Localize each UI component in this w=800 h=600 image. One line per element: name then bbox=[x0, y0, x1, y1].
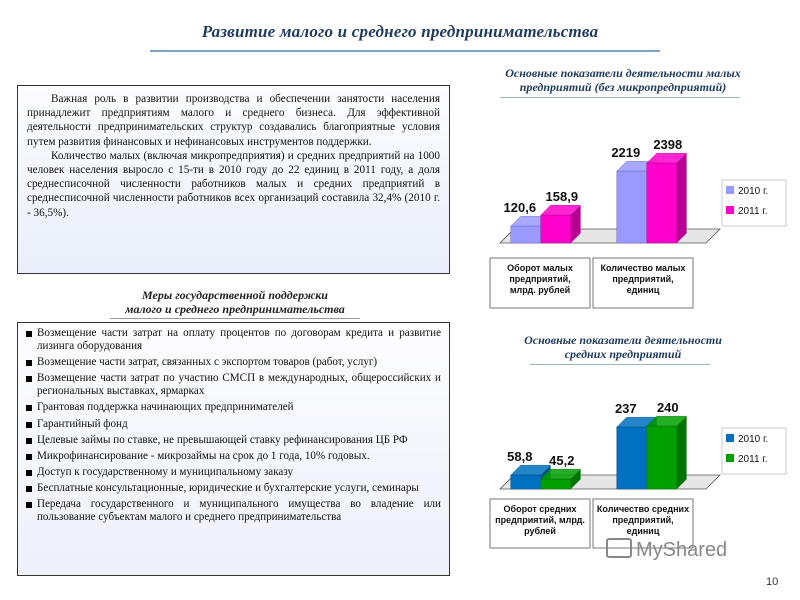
support-measure-item bbox=[26, 498, 441, 524]
support-measure-text: Бесплатные консультационные, юридические и бухгалтерские услуги, семинары bbox=[37, 481, 419, 494]
data-label: 58,8 bbox=[507, 449, 533, 465]
data-label: 2398 bbox=[653, 137, 683, 153]
legend-swatch bbox=[726, 186, 734, 194]
intro-paragraph-2: Количество малых (включая микропредприятия) и средних предприятий на 1000 человек населения выросло с 15-ти в 2010 году до 22 единиц в 2011 году, а доля среднесписочной численности работников малых и средних предприятий в среднесписочной численности работников всех организаций составила 32,4% (2010 г. - 36,5%). bbox=[27, 149, 440, 219]
category-label: Оборот малых предприятий, млрд. рублей bbox=[507, 263, 573, 295]
watermark bbox=[606, 538, 727, 562]
support-measure-item bbox=[26, 466, 441, 479]
support-measure-text: Возмещение части затрат на оплату процентов по договорам кредита и развитие лизинга оборудования bbox=[37, 327, 441, 353]
category-label: Оборот средних предприятий, млрд. рублей bbox=[495, 504, 585, 536]
square-bullet-icon bbox=[26, 360, 32, 366]
support-heading-line-2: малого и среднего предпринимательства bbox=[125, 302, 345, 316]
data-label: 237 bbox=[614, 401, 637, 417]
chart-1-title-line-1: Основные показатели деятельности малых bbox=[505, 66, 741, 80]
watermark-text: MyShared bbox=[636, 539, 728, 561]
bar-1-2011 bbox=[541, 205, 581, 243]
bar-2-2011 bbox=[647, 416, 687, 489]
legend-swatch bbox=[726, 454, 734, 462]
presentation-icon bbox=[606, 538, 632, 558]
support-heading-line-1: Меры государственной поддержки bbox=[142, 288, 328, 302]
support-measures-heading bbox=[60, 288, 410, 316]
square-bullet-icon bbox=[26, 502, 32, 508]
chart-2-title-line-1: Основные показатели деятельности bbox=[524, 333, 722, 347]
data-label: 240 bbox=[656, 400, 679, 416]
data-label: 120,6 bbox=[503, 200, 537, 216]
legend-label: 2010 г. bbox=[738, 434, 769, 445]
support-measure-text: Микрофинансирование - микрозаймы на срок до 1 года, 10% годовых. bbox=[37, 449, 370, 462]
legend-label: 2010 г. bbox=[738, 186, 769, 197]
data-label: 45,2 bbox=[549, 453, 575, 469]
square-bullet-icon bbox=[26, 376, 32, 382]
bar-chart-svg bbox=[482, 118, 788, 308]
support-measure-text: Гарантийный фонд bbox=[37, 417, 128, 430]
support-measure-text: Грантовая поддержка начинающих предпринимателей bbox=[37, 401, 294, 414]
support-measure-text: Возмещение части затрат по участию СМСП в международных, общероссийских и региональных выставках, ярмарках bbox=[37, 372, 441, 398]
support-measures-list bbox=[26, 327, 441, 524]
square-bullet-icon bbox=[26, 454, 32, 460]
square-bullet-icon bbox=[26, 438, 32, 444]
support-measure-text: Доступ к государственному и муниципальному заказу bbox=[37, 465, 294, 478]
page-number: 10 bbox=[766, 576, 779, 588]
legend-label: 2011 г. bbox=[738, 454, 768, 465]
medium-enterprises-chart-heading bbox=[468, 333, 778, 361]
medium-enterprises-chart bbox=[482, 394, 788, 548]
small-enterprises-chart bbox=[482, 118, 788, 308]
small-enterprises-chart-heading bbox=[468, 66, 778, 94]
support-measure-text: Передача государственного и муниципального имущества во владение или пользование субъектам малого и среднего предпринимательства bbox=[37, 498, 441, 524]
support-measure-item bbox=[26, 327, 441, 353]
support-measure-item bbox=[26, 434, 441, 447]
bar-chart-svg bbox=[482, 394, 788, 548]
square-bullet-icon bbox=[26, 470, 32, 476]
chart-1-title-line-2: предприятий (без микропредприятий) bbox=[519, 80, 727, 94]
legend-label: 2011 г. bbox=[738, 206, 768, 217]
legend-swatch bbox=[726, 206, 734, 214]
support-measure-text: Целевые займы по ставке, не превышающей ставку рефинансирования ЦБ РФ bbox=[37, 433, 408, 446]
support-measure-item bbox=[26, 401, 441, 414]
category-label: Количество средних предприятий, единиц bbox=[596, 504, 690, 536]
chart-2-title-line-2: средних предприятий bbox=[564, 347, 682, 361]
support-measure-item bbox=[26, 418, 441, 431]
intro-text-panel bbox=[17, 85, 450, 274]
support-measure-item bbox=[26, 450, 441, 463]
support-measure-text: Возмещение части затрат, связанных с экспортом товаров (работ, услуг) bbox=[37, 356, 378, 369]
chart-2-heading-underline bbox=[530, 364, 710, 365]
bar-2-2011 bbox=[647, 153, 687, 243]
data-label: 2219 bbox=[611, 145, 641, 161]
square-bullet-icon bbox=[26, 486, 32, 492]
slide-title: Развитие малого и среднего предпринимательства bbox=[201, 22, 599, 41]
data-label: 158,9 bbox=[545, 189, 579, 205]
support-measures-panel bbox=[17, 322, 450, 576]
square-bullet-icon bbox=[26, 331, 32, 337]
category-label: Количество малых предприятий, единиц bbox=[600, 263, 686, 295]
support-measure-item bbox=[26, 356, 441, 369]
support-heading-underline bbox=[110, 318, 360, 319]
legend-swatch bbox=[726, 434, 734, 442]
title-underline bbox=[150, 50, 660, 52]
chart-1-heading-underline bbox=[500, 97, 740, 98]
support-measure-item bbox=[26, 372, 441, 398]
intro-paragraph-1: Важная роль в развитии производства и обеспечении занятости населения принадлежит предприятиям малого и среднего бизнеса. Для эффективной деятельности предпринимательских структур создавались благоприятные условия путем развития финансовых и нефинансовых инструментов поддержки. bbox=[27, 93, 440, 148]
square-bullet-icon bbox=[26, 405, 32, 411]
square-bullet-icon bbox=[26, 422, 32, 428]
support-measure-item bbox=[26, 482, 441, 495]
